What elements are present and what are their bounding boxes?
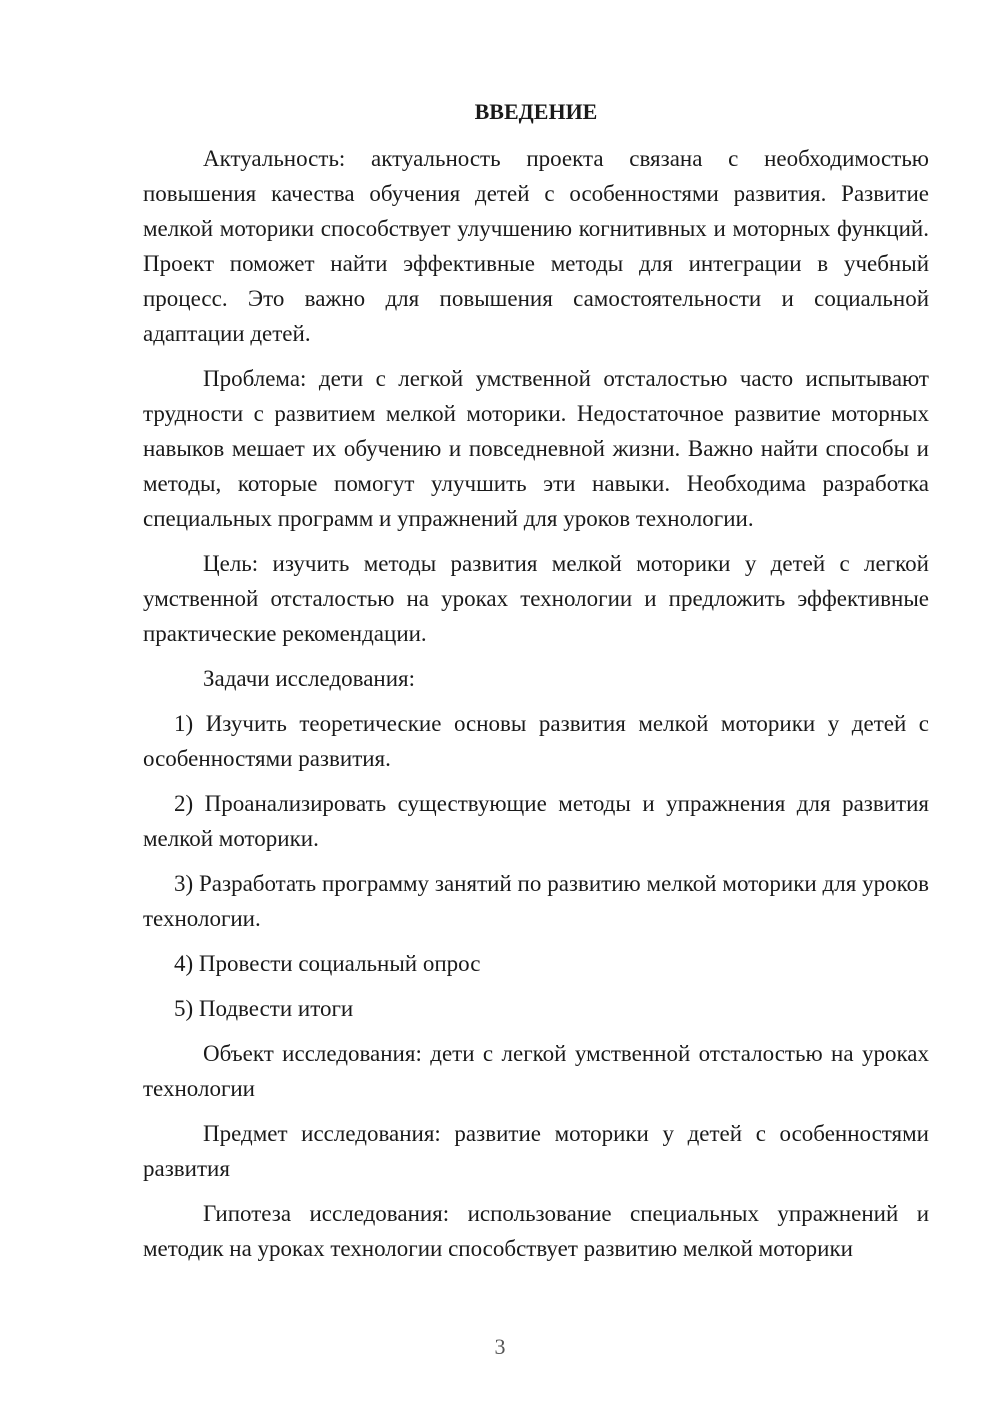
paragraph-goal: Цель: изучить методы развития мелкой моторики у детей с легкой умственной отсталостью на уроках технологии и предложить эффективные практические рекомендации. bbox=[143, 551, 929, 646]
task-item: 5) Подвести итоги bbox=[174, 996, 354, 1021]
task-item: 4) Провести социальный опрос bbox=[174, 951, 481, 976]
page-heading: ВВЕДЕНИЕ bbox=[474, 99, 598, 124]
paragraph-tasks-title: Задачи исследования: bbox=[203, 666, 416, 691]
paragraph-hypothesis: Гипотеза исследования: использование специальных упражнений и методик на уроках технологии способствует развитию мелкой моторики bbox=[143, 1201, 929, 1261]
paragraph-object: Объект исследования: дети с легкой умственной отсталостью на уроках технологии bbox=[143, 1041, 929, 1101]
paragraph-subject: Предмет исследования: развитие моторики у детей с особенностями развития bbox=[143, 1121, 929, 1181]
task-item: 3) Разработать программу занятий по развитию мелкой моторики для уроков технологии. bbox=[143, 871, 929, 931]
task-item: 1) Изучить теоретические основы развития мелкой моторики у детей с особенностями развития. bbox=[143, 711, 929, 771]
page-number: 3 bbox=[494, 1334, 506, 1359]
page-body bbox=[143, 94, 929, 1276]
paragraph-problem: Проблема: дети с легкой умственной отсталостью часто испытывают трудности с развитием мелкой моторики. Недостаточное развитие моторных навыков мешает их обучению и повседневной жизни. Важно найти способы и методы, которые помогут улучшить эти навыки. Необходима разработка специальных программ и упражнений для уроков технологии. bbox=[143, 366, 929, 531]
task-item: 2) Проанализировать существующие методы и упражнения для развития мелкой моторики. bbox=[143, 791, 929, 851]
paragraph-relevance: Актуальность: актуальность проекта связана с необходимостью повышения качества обучения детей с особенностями развития. Развитие мелкой моторики способствует улучшению когнитивных и моторных функций. Проект поможет найти эффективные методы для интеграции в учебный процесс. Это важно для повышения самостоятельности и социальной адаптации детей. bbox=[143, 146, 929, 346]
